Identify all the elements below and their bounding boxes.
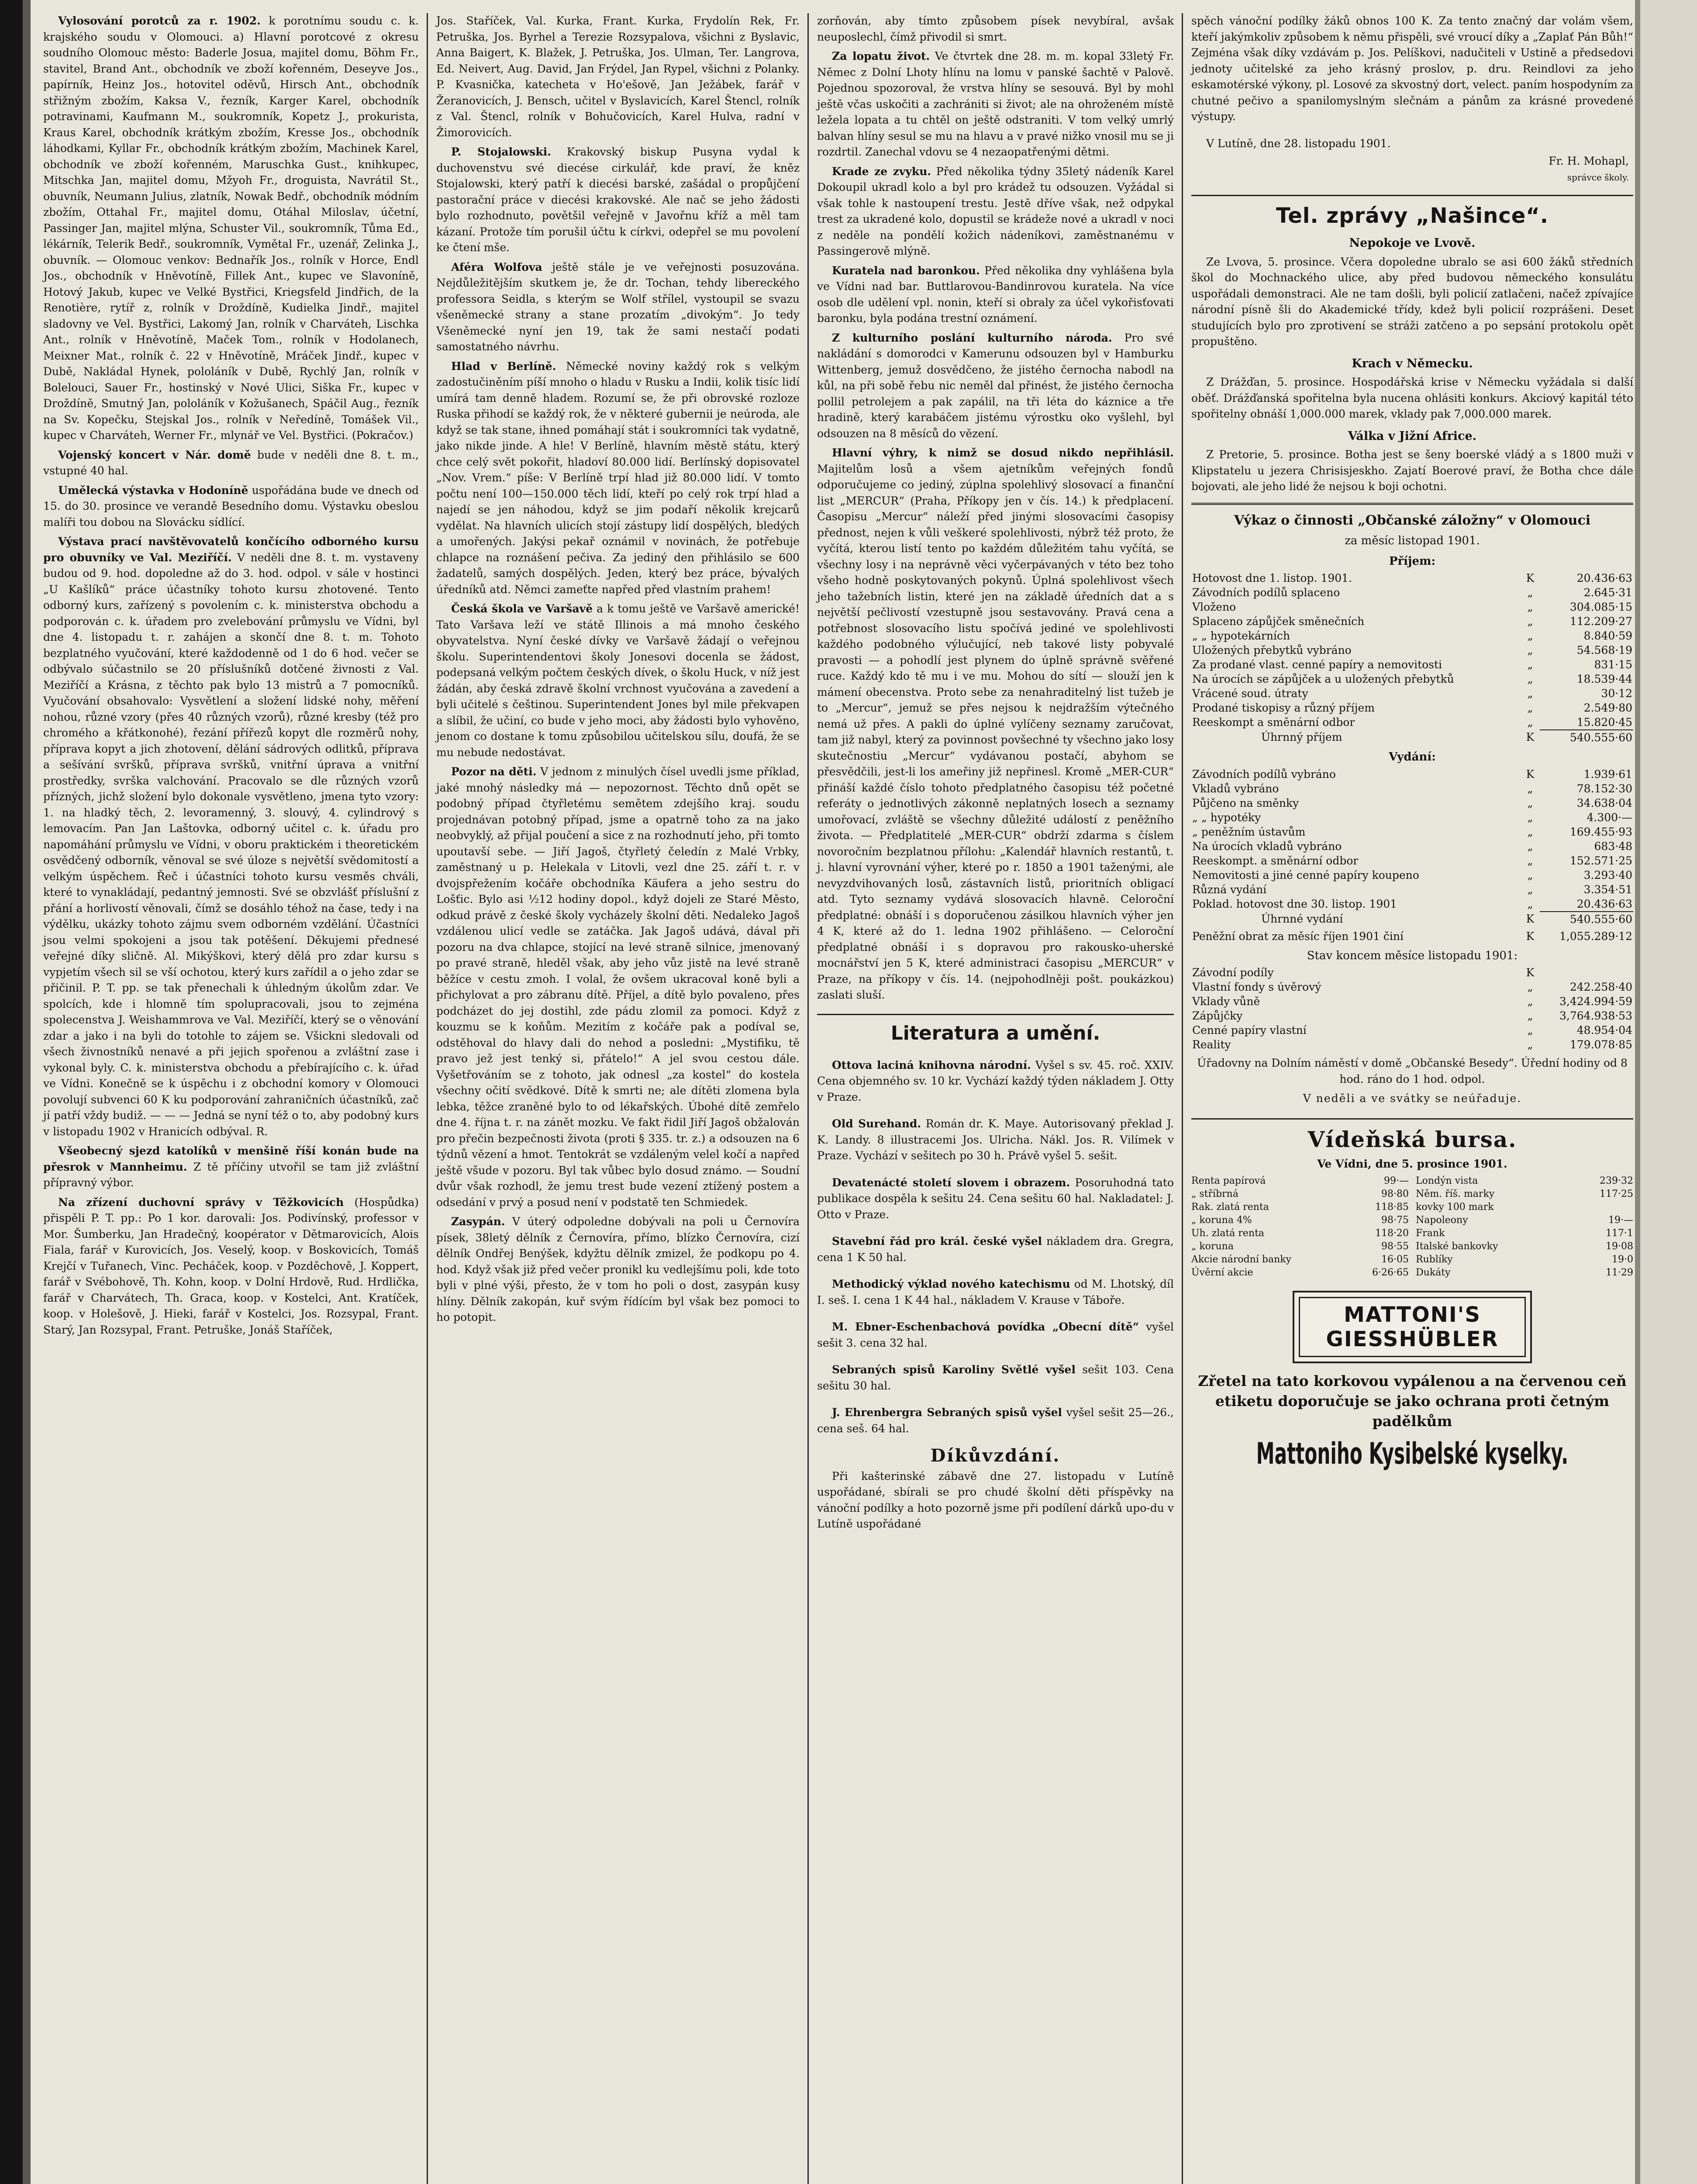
thanks-continuation: spěch vánoční podílky žáků obnos 100 K. Za tento značný dar volám všem, kteří jakýmkoliv způsobem k němu přispěli, své vroucí díky a „Zaplať Pán Bůh!“ Zejména však díky vzdávám p. Jos. Pelíškovi, nadučiteli v Ustině a předsedovi jednoty učitelské za jeho krásný proslov, p. dru. Reindlovi za jeho eskamotérské výkony, pl. Losové za skvostný dort, velect. paním hospodyním za chutné pečivo a spanilomyslným slečnám a pánům za krásné provedené výstupy. (1191, 14, 1633, 123)
turnover-label: Peněžní obrat za měsíc říjen 1901 činí (1192, 930, 1404, 943)
literature-item-title: Old Surehand. (832, 1117, 921, 1130)
financial-amount: 831·15 (1594, 658, 1632, 671)
article-text: ještě stále je ve veřejnosti posuzována. Nejdůležitějším skutkem je, že dr. Tochan, tehdy libereckého professora Seidla, s kterým se Wolf střílel, vystoupil se svazu všeněmecké strany a stane prozatím „divokým“. Jo tedy Všeněmecké nyní jen 19, tak že sami nestačí podati samostatného návrhu. (436, 260, 800, 353)
financial-row (1191, 585, 1633, 600)
bourse-row (1416, 1227, 1633, 1240)
literature-item-text: vyšel sešit 3. cena 32 hal. (817, 1320, 1174, 1349)
financial-currency: K (1526, 912, 1535, 925)
financial-amount: 152.571·25 (1569, 854, 1632, 867)
article (436, 1214, 800, 1326)
financial-row (1191, 897, 1633, 912)
bourse-label: Renta papírová (1191, 1175, 1266, 1186)
financial-amount: 48.954·04 (1576, 1024, 1632, 1037)
financial-currency: „ (1527, 825, 1533, 838)
literature-item-text: vyšel sešit 25—26., cena seš. 64 hal. (817, 1406, 1174, 1435)
bourse-value: 117·1 (1606, 1228, 1633, 1239)
financial-label: Úhrnné vydání (1261, 912, 1343, 925)
article (817, 445, 1174, 1003)
financial-currency: „ (1527, 897, 1533, 910)
financial-amount (1540, 965, 1633, 980)
column-4 (1185, 13, 1639, 2184)
financial-row (1191, 571, 1633, 585)
financial-label: „ „ hypotéky (1192, 811, 1261, 824)
financial-amount: 540.555·60 (1540, 912, 1633, 926)
article (436, 764, 800, 1210)
literature-item-title: Devatenácté století slovem i obrazem. (832, 1176, 1070, 1189)
expense-table (1191, 767, 1633, 926)
financial-row (1191, 1037, 1633, 1052)
financial-amount: 3.354·51 (1583, 883, 1632, 896)
financial-amount: 3,424.994·59 (1559, 995, 1632, 1008)
literature-item-text: Posoruhodná tato publikace dospěla k sešitu 24. Cena sešitu 60 hal. Nakladatel: J. Otto v Praze. (817, 1176, 1174, 1221)
financial-row (1191, 1023, 1633, 1037)
article-text: Z tě příčiny utvořil se tam již zvláštní přípravný výbor. (43, 1160, 419, 1189)
financial-currency: „ (1527, 796, 1533, 809)
bourse-label: kovky 100 mark (1416, 1202, 1494, 1213)
bourse-value: 99·— (1384, 1175, 1409, 1186)
financial-amount: 179.078·85 (1569, 1038, 1632, 1051)
bourse-label: Napoleony (1416, 1215, 1468, 1226)
financial-label: Vkladů vybráno (1192, 782, 1279, 795)
article-headline: Umělecká výstavka v Hodoníně (58, 484, 248, 497)
literature-item (817, 1175, 1174, 1223)
advertisement-logo (1293, 1291, 1532, 1363)
article-text: zorňován, aby tímto způsobem písek nevybíral, avšak neuposlechl, čímž přivodil si smrt. (817, 14, 1174, 43)
financial-amount: 3,764.938·53 (1559, 1009, 1632, 1022)
news-title: Krach v Německu. (1352, 356, 1473, 370)
article-text: Pro své nakládání s domorodci v Kamerunu odsouzen byl v Hamburku Wittenberg, jemuž dosvědčeno, že jistého černocha nabodl na kůl, na při sobě řebu nic neměl dal přinést, že jistého černocha pollil petrolejem a pak zapálil, na tři léta do káznice a tře hradině, který karabáčem jistému výrostku oko vyšlehl, byl odsouzen na 8 měsíců do vězení. (817, 331, 1174, 440)
bourse-label: Dukáty (1416, 1267, 1451, 1278)
financial-row (1191, 701, 1633, 715)
advertisement-brand: Mattoniho Kysibelské kyselky. (1256, 1437, 1569, 1471)
mattoni-logo (1299, 1297, 1526, 1357)
thanks-text: Při kašterinské zábavě dne 27. listopadu v Lutíně uspořádané, sbírali se pro chudé školní děti příspěvky na vánoční podílky a hoto pozorně jsme při podílení dárků upo-du v Lutíně uspořádané (817, 1469, 1174, 1530)
literature-item-text: od M. Lhotský, díl I. seš. I. cena 1 K 44 hal., nákladem V. Krause v Táboře. (817, 1278, 1174, 1306)
article-text: Před několika týdny 35letý nádeník Karel Dokoupil ukradl kolo a byl pro krádež tu odsouzen. Vyžádal si však tohle k nastoupení trestu. Jestě dříve však, než odpykal trest za ukradené kolo, dopustil se krádeže nové a ukradl v noci z neděle na pondělí kožich nádeníkovi, zaměstnanému v Passingerově mlýně. (817, 165, 1174, 257)
section-title-bourse: Vídeňská bursa. (1191, 1118, 1633, 1154)
financial-amount: 1.939·61 (1583, 767, 1632, 781)
bourse-row (1191, 1266, 1409, 1279)
financial-row (1191, 686, 1633, 701)
literature-item-text: sešit 103. Cena sešitu 30 hal. (817, 1363, 1174, 1392)
financial-currency: „ (1527, 840, 1533, 853)
financial-amount: 3.293·40 (1583, 868, 1632, 881)
literature-item (817, 1362, 1174, 1394)
bourse-row (1191, 1201, 1409, 1214)
news-text: Z Drážďan, 5. prosince. Hospodářská krise v Německu vyžádala si další oběť. Drážďanská spořitelna byla nucena ohlásiti konkurs. Akciový kapitál této spořitelny obnáší 1,000.000 marek, vklady pak 7,000.000 marek. (1191, 376, 1633, 420)
bourse-label: Něm. říš. marky (1416, 1189, 1495, 1199)
bourse-row (1416, 1188, 1633, 1201)
balance-table (1191, 965, 1633, 1052)
article-headline: Česká škola ve Varšavě (451, 602, 593, 615)
bourse-row (1416, 1240, 1633, 1253)
financial-amount: 683·48 (1594, 840, 1632, 853)
financial-amount: 2.549·80 (1583, 702, 1632, 714)
section-title-thanks: Díkůvzdání. (930, 1445, 1061, 1466)
financial-currency: „ (1527, 868, 1533, 881)
financial-row (1191, 781, 1633, 796)
turnover-currency: K (1526, 930, 1535, 943)
column-1 (37, 13, 425, 2184)
article (43, 1143, 419, 1191)
financial-row (1191, 965, 1633, 980)
financial-label: Vrácené soud. útraty (1192, 687, 1308, 700)
financial-label: Závodní podíly (1192, 966, 1274, 979)
financial-amount: 540.555·60 (1540, 730, 1633, 745)
financial-amount: 2.645·31 (1583, 586, 1632, 599)
financial-label: Zápůjčky (1192, 1009, 1243, 1022)
logo-line: GIESSHÜBLER (1326, 1327, 1499, 1351)
financial-row (1191, 1009, 1633, 1023)
signature-role: správce školy. (1567, 172, 1629, 183)
financial-currency: „ (1527, 687, 1533, 700)
news-text: Z Pretorie, 5. prosince. Botha jest se šeny boerské vládý a s 1800 muži v Klipstatelu u jezera Chrisisjeskho. Zajatí Boerové praví, že Botha chce dále bojovati, ale jeho lidé že nejsou k boji ochotni. (1191, 448, 1633, 493)
article (436, 601, 800, 760)
article-headline: Hlavní výhry, k nimž se dosud nikdo nepřihlásil. (832, 446, 1174, 459)
section-title-literature: Literatura a umění. (817, 1014, 1174, 1047)
article-text: V neděli dne 8. t. m. vystaveny budou od 9. hod. dopoledne až do 3. hod. odpol. v sále v hostinci „U Kašlíků“ práce účastníky tohoto kursu zhotovené. Tento odborný kurs, zařízený s povolením c. k. ministerstva obchodu a podporován c. k. úřadem pro zvelebování průmyslu ve Vídni, byl dne 4. listopadu t. r. zahájen a skončí dne 8. t. m. Tohoto bezplatného vyučování, které každodenně od 1 do 6 hod. večer se odbývalo súčastnilo se 20 příslušníků dotčené živnosti z Val. Meziříčí a Krásna, z těchto pak bylo 13 mistrů a 7 pomocníků. Vyučování obsahovalo: Vysvětlení a složení lidské nohy, měření nohou, různé vzory (přes 40 různých vzorů), různé kresby (též pro chromého a křátkonohé), řezání přířezů kopyt dle rozměrů nohy, příprava kopyt a jich zhotovení, dělání sádrových odlitků, příprava a sešívání svršků, příprava svršků, vnitřní úprava a vnitřní prostředky, svrška valchování. Pracovalo se dle různých vzorů přízných, jichž složení bylo dokonale vysvětleno, jmena tyto vzory: 1. na hladký těch, 2. levoramenný, 3. slouvý, 4. cylindrový s lemovacím. Pan Jan Laštovka, odborný učitel c. k. úřadu pro napomáhání průmyslu ve Vídni, v oboru praktickém i theoretickém osvědčený odborník, věnoval se své úloze s největší svědomitostí a velkým úspěchem. Řeč i účastníci tohoto kursu vesměs chváli, které to vynakládají, pedantný jemnosti. Své se obzvlášť příslušní z přání a horlivostí věnovali, čímž se dosáhlo téhož na čase, tedy i na výdělku, ukázky tohoto zájmu svem odborném vzdělání. Účastníci jsou velmi spokojeni a jsou tak potěšení. Děkujemi přednesé veřejné díky sličně. Al. Mikýškovi, který dělá pro zdar kursu s vypjetím všech sil se vší ochotou, který kurs zařídil a o jeho zdar se přičinil. P. T. pp. se tak přenechali k úhledným úkolům zdar. Ve spolcích, kde i hlomně tím spolupracovali, jsou to zejména spolecenstva J. Weishammrova ve Val. Meziříčí, který se o věnování zdar a jako i na byli do totohle to zájem se. Všickni sledovali od všech živnostníků nenavé a při jejich spořenou a zvláštní zase i vykonal byly. C. k. ministerstva obchodu a přebírajícího c. k. úřad ve Vídni. Konečně se k úspěchu i z obchodní komory v Olomouci povolují subvenci 60 K ku podporování zahraničních účastníků, zač jí patří vždy budiž. — — — Jedná se nyní též o to, aby podobný kurs v listopadu 1902 v Hranicích odbýval. R. (43, 551, 419, 1138)
bourse-value: 98·55 (1381, 1241, 1409, 1252)
scan-edge-right (1640, 0, 1697, 2184)
news-title: Nepokoje ve Lvově. (1349, 236, 1476, 250)
column-3 (811, 13, 1180, 2184)
financial-currency: „ (1527, 981, 1533, 993)
article-headline: Vojenský koncert v Nár. domě (58, 448, 251, 461)
bourse-label: Rak. zlatá renta (1191, 1202, 1269, 1213)
signature (1191, 153, 1629, 185)
financial-row (1191, 882, 1633, 897)
literature-item (817, 1276, 1174, 1308)
bourse-row (1191, 1240, 1409, 1253)
financial-label: Reality (1192, 1038, 1231, 1051)
bourse-value: 19·— (1608, 1215, 1633, 1226)
bourse-value: 19·08 (1606, 1241, 1633, 1252)
financial-currency: K (1526, 572, 1535, 584)
article-headline: P. Stojalowski. (451, 145, 551, 158)
financial-currency: „ (1527, 1009, 1533, 1022)
financial-row (1191, 657, 1633, 672)
financial-label: Hotovost dne 1. listop. 1901. (1192, 572, 1352, 584)
article-text: V jednom z minulých čísel uvedli jsme příklad, jaké mnohý následky má — nepozornost. Těchto dnů opět se podobný případ čtyřletému semětem zdejšího kraj. soudu projednávan potobný případ, jsme a opatrně toho za na jako neobvyklý, až přijal poučení a sice z na rozhodnutí jeho, při tomto upoutavší sebe. — Jiří Jagoš, čtyřletý čeledín z Malé Vrbky, zaměstnaný u p. Helekala v Litovli, vezl dne 25. září t. r. v dvojspřežením kočáře obchodníka Käufera a jeho sestru do Lošťic. Bylo asi ½12 hodiny dopol., když dojeli ze Staré Město, odkud právě z české školy vycházely školní děti. Nedaleko Jagoš vzdálenou ulicí vedle se zatáčka. Jak Jagoš udává, dával při pozoru na dva chlapce, stojící na levé straně silnice, jmenovaný po pravé straně, hleděl však, aby jeho vůz jistě na levé straně běžíce v cestu zmoh. I volal, že ovšem ukracoval koně byli a přichylovat a pro zábranu dítě. Příjel, a dítě bylo povaleno, přes podcházet do jej dostihl, zde pádu zlomil za pomoci. Když z kouzmu se k koňům. Mezitím z kočáře pak a podíval se, odstěhoval do hlavy dali do nehod a posledni: „Mystifiku, tě pravo jež jest tenký si, přátelo!“ A jel svou cestou dále. Vyšetřováním se z tohoto, jak odnesl „za kostel“ do kostela všechny očití svědkové. Dítě k smrti ne; ale dítěti zlomena byla lebka, těžce zraněné bylo to od lékařských. Úbohé dítě zemřelo dne 4. října t. r. na zánět mozku. Ve fakt řidil Jiří Jagoš obžalován pro přečin bezpečnosti života (proti § 335. tr. z.) a odsouzen na 6 týdnů vězení a hmot. Tentokrát se vzdáleným velel kočí a napřed ještě všude v pozoru. Byl tak vůbec bylo dosud známo. — Soudní dvůr však rozhodl, že jemu trest bude vezení ztížený postem a odsedání v prvý a posud není v podstatě ten Schmiedek. (436, 765, 800, 1209)
article (817, 164, 1174, 259)
article (43, 13, 419, 444)
bourse-row (1191, 1175, 1409, 1188)
financial-row (1191, 629, 1633, 643)
literature-item-title: J. Ehrenbergra Sebraných spisů vyšel (832, 1406, 1062, 1419)
scan-edge-left-inner (23, 0, 31, 2184)
financial-amount: 78.152·30 (1576, 782, 1632, 795)
article-headline: Z kulturního poslání kulturního národa. (832, 331, 1112, 344)
financial-amount: 18.539·44 (1576, 673, 1632, 685)
article-text: Jos. Staříček, Val. Kurka, Frant. Kurka, Frydolín Rek, Fr. Petruška, Jos. Byrhel a Terezie Rozsypalova, všichni z Byslavic, Anna Baigert, K. Blažek, J. Petruška, Jos. Ulman, Ter. Langrova, Ed. Neivert, Aug. David, Jan Frýdel, Jan Rypel, všichni z Polanky. P. Kvasnička, katecheta v Ho'ešově, Jan Ježábek, farář v Žeranovicích, J. Bensch, učitel v Byslavicích, Karel Štencl, rolník z Val. Štencl, rolník v Bohučovicích, Karel Hulva, radní v Žimorovicích. (436, 14, 800, 139)
article (43, 483, 419, 531)
financial-row (1191, 839, 1633, 854)
financial-currency: „ (1527, 854, 1533, 867)
article-headline: Kuratela nad baronkou. (832, 264, 980, 277)
financial-row (1191, 715, 1633, 730)
financial-row (1191, 600, 1633, 614)
bourse-label: Uh. zlatá renta (1191, 1228, 1265, 1239)
article (43, 447, 419, 479)
article-text: Německé noviny každý rok s velkým zadostučiněním píší mnoho o hladu v Rusku a Indii, kolik tisíc lidí umírá tam denně hladem. Rozumí se, že při obrovské rozloze Ruska přihodí se každý rok, že v některé gubernii je neúroda, ale když se tak stane, ihned pomáhají stát i soukromníci tak vydatně, jako nikde jinde. A hle! V Berlíně, hlavním městě státu, který chce celý svět pokořit, hladoví 80.000 lidí. Berlínský dopisovatel „Nov. Vrem.“ píše: V Berlíně trpí hlad již 80.000 lidí. V tomto počtu není 100—150.000 těch lidí, kteří po celý rok trpí hlad a najedí se jen náhodou, když se jim podaří několik krejcarů vydělat. Na hlavních ulicích stojí zástupy lidí dospělých, bledých a umořených. Jakýsi pekař oznámil v novinách, že potřebuje chlapce na roznášení pečiva. Za jediný den přihlásilo se 600 žadatelů, samých dospělých. Jeden, který bez práce, bývalých úředníků atd. Němci zameťte napřed před vlastním prahem! (436, 359, 800, 596)
article-headline: Za lopatu život. (832, 50, 930, 62)
financial-currency: „ (1527, 716, 1533, 729)
bourse-label: Akcie národní banky (1191, 1254, 1292, 1265)
column-rule (1182, 13, 1183, 2184)
column-rule (807, 13, 809, 2184)
section-title-telegrams: Tel. zprávy „Našince“. (1191, 195, 1633, 229)
financial-amount: 20.436·63 (1576, 572, 1632, 584)
article-headline: Hlad v Berlíně. (451, 359, 556, 373)
financial-currency: „ (1527, 644, 1533, 657)
bourse-label: „ koruna 4% (1191, 1215, 1252, 1226)
literature-item-text: nákladem dra. Gregra, cena 1 K 50 hal. (817, 1235, 1174, 1264)
bourse-value: 239·32 (1600, 1175, 1633, 1186)
financial-currency: „ (1527, 658, 1533, 671)
financial-currency: „ (1527, 601, 1533, 613)
financial-amount: 112.209·27 (1569, 615, 1632, 628)
financial-currency: „ (1527, 629, 1533, 642)
logo-line: MATTONI'S (1344, 1303, 1481, 1327)
bourse-value: 98·75 (1381, 1215, 1409, 1226)
financial-label: Za prodané vlast. cenné papíry a nemovitosti (1192, 658, 1442, 671)
financial-label: Uložených přebytků vybráno (1192, 644, 1352, 657)
bourse-row (1416, 1201, 1633, 1214)
bourse-value: 11·29 (1606, 1267, 1633, 1278)
financial-label: Vlastní fondy s úvěrový (1192, 981, 1321, 993)
bourse-value: 98·80 (1381, 1189, 1409, 1199)
financial-amount: 34.638·04 (1576, 796, 1632, 809)
financial-report-title: Výkaz o činnosti „Občanské záložny“ v Olomouci (1234, 512, 1591, 528)
literature-item (817, 1405, 1174, 1437)
literature-item-title: Ottova laciná knihovna národní. (832, 1058, 1031, 1071)
article-headline: Pozor na děti. (451, 765, 537, 778)
scan-edge-left (0, 0, 23, 2184)
article-headline: Zasypán. (451, 1215, 505, 1228)
financial-row (1191, 672, 1633, 686)
financial-row (1191, 614, 1633, 629)
financial-amount: 242.258·40 (1569, 981, 1632, 993)
literature-item-text: Román dr. K. Maye. Autorisovaný překlad J. K. Landy. 8 illustracemi Jos. Ulricha. Nákl. Jos. R. Vilímek v Praze. Vychází v sešitech po 30 h. Právě vyšel 5. sešit. (817, 1117, 1174, 1162)
financial-currency: „ (1527, 883, 1533, 896)
bourse-value: 118·20 (1375, 1228, 1409, 1239)
office-hours: Úřadovny na Dolním náměstí v domě „Občanské Besedy“. Úřední hodiny od 8 hod. ráno do 1 hod. odpol. (1197, 1057, 1628, 1085)
bourse-row (1416, 1266, 1633, 1279)
balance-heading: Stav koncem měsíce listopadu 1901: (1307, 949, 1518, 962)
literature-item-title: Stavební řád pro král. české vyšel (832, 1235, 1042, 1248)
article-text: bude v neděli dne 8. t. m., vstupné 40 hal. (43, 448, 419, 477)
financial-label: Různá vydání (1192, 883, 1267, 896)
literature-item-title: Sebraných spisů Karoliny Světlé vyšel (832, 1363, 1076, 1376)
article-text: V úterý odpoledne dobývali na poli u Černovíra písek, 38letý dělník z Černovíra, přímo, blízko Černovíra, cizí dělník Ondřej Benýšek, kdyžtu dělník zmizel, že podkopu po 4. hod. Když však již před večer pronikl ku vedlejšímu poli, kde toto byli v plné výši, přesto, že v tom ho poli o dost, zasypán kusy hlíny. Dělník zakopán, kuř svým řídícím byl však bez pomoci to ho potopit. (436, 1215, 800, 1324)
article-headline: Na zřízení duchovní správy v Těžkovicích (58, 1196, 344, 1209)
financial-amount: 304.085·15 (1569, 601, 1632, 613)
financial-label: Poklad. hotovost dne 30. listop. 1901 (1192, 897, 1397, 910)
financial-currency: „ (1527, 811, 1533, 824)
bourse-label: „ stříbrná (1191, 1189, 1238, 1199)
article-headline: Krade ze zvyku. (832, 165, 931, 178)
article (817, 330, 1174, 442)
financial-label: Vloženo (1192, 601, 1236, 613)
divider (1191, 503, 1633, 505)
dateline: V Lutíně, dne 28. listopadu 1901. (1206, 137, 1391, 150)
financial-amount: 8.840·59 (1583, 629, 1632, 642)
financial-amount: 169.455·93 (1569, 825, 1632, 838)
financial-amount: 54.568·19 (1576, 644, 1632, 657)
turnover-amount: 1,055.289·12 (1559, 930, 1632, 943)
literature-item (817, 1319, 1174, 1351)
literature-item-title: M. Ebner-Eschenbachová povídka „Obecní dítě“ (832, 1320, 1139, 1333)
financial-row (1191, 868, 1633, 882)
financial-currency: K (1526, 966, 1535, 979)
bourse-row (1191, 1214, 1409, 1227)
financial-label: Na úrocích vkladů vybráno (1192, 840, 1342, 853)
bourse-row (1191, 1253, 1409, 1266)
article-headline: Aféra Wolfova (451, 260, 542, 273)
financial-label: Splaceno zápůjček směnečních (1192, 615, 1365, 628)
article-text: Krakovský biskup Pusyna vydal k duchovenstvu své diecése cirkulář, kde praví, že kněz Stojalowski, který patří k diecési barské, zašádal o propůjčení pastorační práce v diecési krakovské. Ale nač se jeho žádosti bylo rozhodnuto, povětšil veřejně v Javořnu kříž a měl tam kázaní. Protože tím porušil účtu k církvi, odepřel se mu povolení ke čtení mše. (436, 145, 800, 254)
financial-currency: „ (1527, 1024, 1533, 1037)
financial-currency: „ (1527, 995, 1533, 1008)
income-table (1191, 571, 1633, 745)
article (43, 534, 419, 1140)
bourse-label: Úvěrní akcie (1191, 1267, 1253, 1278)
bourse-date: Ve Vídni, dne 5. prosince 1901. (1317, 1157, 1507, 1170)
financial-currency: K (1526, 767, 1535, 781)
bourse-value: 19·0 (1612, 1254, 1633, 1265)
financial-label: Cenné papíry vlastní (1192, 1024, 1307, 1037)
bourse-label: Londýn vista (1416, 1175, 1478, 1186)
financial-amount: 30·12 (1601, 687, 1632, 700)
bourse-label: Rublíky (1416, 1254, 1453, 1265)
financial-currency: „ (1527, 1038, 1533, 1051)
bourse-value: 118·85 (1375, 1202, 1409, 1213)
turnover-table (1191, 929, 1633, 943)
financial-label: „ peněžním ústavům (1192, 825, 1306, 838)
income-heading: Příjem: (1389, 554, 1436, 568)
article-text: a k tomu ještě ve Varšavě americké! Tato Varšava leží ve státě Illinois a má mnoho českého obyvatelstva. Nyní české dívky ve Varšavě žádají o veřejnou školu. Superintendentovi školy Jonesovi docenla se žádost, podepsaná velkým počtem českých dívek, o školu Huck, v níž jest žádán, aby česká zdravě školní vrchnost vyučována a zavedení a byli učitelé s češtinou. Superintendent Jones byl mile překvapen a slíbil, že učiní, co bude v jeho moci, aby žádosti bylo vyhověno, jenom co dostane k tomu způsobilou učitelskou sílu, doufá, že se mu nebude nedostávat. (436, 602, 800, 759)
article (817, 13, 1174, 45)
financial-amount: 4.300·— (1587, 811, 1632, 824)
financial-currency: „ (1527, 615, 1533, 628)
bourse-value: 117·25 (1600, 1189, 1633, 1199)
financial-currency: „ (1527, 586, 1533, 599)
financial-row (1191, 730, 1633, 745)
financial-row (1191, 643, 1633, 657)
article-text: Před několika dny vyhlášena byla ve Vídni nad bar. Buttlarovou-Bandinrovou kuratela. Na více osob dle udělení vpl. nonin, kteří si obraly za účel vykořisťovati baronku, byla podána trestní oznámení. (817, 264, 1174, 325)
financial-label: „ „ hypotekárních (1192, 629, 1290, 642)
turnover-row (1191, 929, 1633, 943)
bourse-table (1191, 1175, 1633, 1279)
financial-row (1191, 767, 1633, 781)
financial-label: Úhrnný příjem (1261, 731, 1342, 743)
bourse-label: Italské bankovky (1416, 1241, 1498, 1252)
bourse-row (1191, 1188, 1409, 1201)
news-title: Válka v Jižní Africe. (1348, 429, 1477, 443)
financial-label: Na úrocích se zápůjček a u uložených přebytků (1192, 673, 1454, 685)
article (817, 263, 1174, 327)
financial-currency: „ (1527, 702, 1533, 714)
literature-item (817, 1057, 1174, 1106)
financial-row (1191, 796, 1633, 810)
financial-row (1191, 994, 1633, 1009)
financial-currency: „ (1527, 782, 1533, 795)
financial-label: Reeskompt. a směnární odbor (1192, 854, 1359, 867)
financial-label: Závodních podílů vybráno (1192, 767, 1336, 781)
literature-item (817, 1234, 1174, 1265)
financial-row (1191, 912, 1633, 926)
advertisement-text: Zřetel na tato korkovou vypálenou a na červenou ceň etiketu doporučuje se jako ochrana proti četným padělkům (1198, 1372, 1627, 1430)
literature-item (817, 1116, 1174, 1164)
bourse-column-right (1416, 1175, 1633, 1279)
financial-label: Vklady vůně (1192, 995, 1260, 1008)
financial-label: Půjčeno na směnky (1192, 796, 1299, 809)
bourse-row (1191, 1227, 1409, 1240)
article (436, 144, 800, 256)
article (436, 259, 800, 355)
article-headline: Vylosování porotců za r. 1902. (58, 14, 261, 27)
article-headline: Výstava prací navštěvovatelů končícího odborného kursu pro obuvníky ve Val. Meziříčí. (43, 535, 419, 564)
column-rule (427, 13, 428, 2184)
financial-row (1191, 854, 1633, 868)
article-text: k porotnímu soudu c. k. krajského soudu v Olomouci. a) Hlavní porotcové z okresu soudního Olomouc město: Baderle Josua, majitel domu, Böhm Fr., stavitel, Brand Ant., obchodník ve zboží kořenném, Deseyve Jos., papírník, Heinz Jos., hotovitel oděvů, Hirsch Ant., obchodník střižným zbožím, Kaksa V., řezník, Karger Karel, obchodník potravinami, Kaufmann M., soukromník, Kopetz J., prokurista, Kraus Karel, obchodník krátkým zbožím, Kresse Jos., obchodník láhodkami, Kyllar Fr., obchodník krátkým zbožím, Machinek Karel, obchodník ve zboží kořenném, Maruschka Gust., knihkupec, Mitschka Jan, majitel domu, Mžyoh Fr., droguista, Navrátil St., obuvník, Neumann Julius, zlatník, Nowak Bedř., obchodník módním zbožím, Ottahal Fr., majitel domu, Otáhal Miloslav, účetní, Passinger Jan, majitel mlýna, Schuster Vil., soukromník, Tůma Ed., lékárník, Telerik Bedř., soukromník, Vymětal Fr., uzenář, Zelinka J., obuvník. — Olomouc venkov: Bednařík Jos., rolník v Horce, Endl Jos., obchodník v Hněvotíně, Fillek Ant., kupec ve Slavoníně, Hotový Jakub, kupec ve Velké Bystřici, Kriegsfeld Jindřich, de la Renotière, rytíř z, rolník v Droždíně, Kudielka Jindř., majitel sladovny ve Vel. Bystřici, Lakomý Jan, rolník v Charváteh, Lischka Ant., rolník v Hněvotíně, Maček Tom., rolník v Hodolanech, Meixner Mat., rolník č. 22 v Hněvotíně, Mráček Jindř., kupec v Dubě, Nakládal Hynek, pololáník v Dubě, Rychlý Jan, rolník v Bolelouci, Sauer Fr., hostinský v Nové Ulici, Siška Fr., kupec v Droždíně, Smutný Jan, pololáník v Kožušanech, Spáčil Aug., řezník na Sv. Kopečku, Stejskal Jos., rolník v Neředíně, Tomášek Vil., kupec v Charváteh, Werner Fr., mlynář ve Vel. Bystřici. (Pokračov.) (43, 14, 419, 442)
article (436, 359, 800, 598)
bourse-label: Frank (1416, 1228, 1445, 1239)
signature-name: Fr. H. Mohapl, (1549, 155, 1629, 167)
expense-heading: Vydání: (1389, 750, 1436, 764)
article (817, 48, 1174, 160)
article-text: (Hospůdka) přispěli P. T. pp.: Po 1 kor. darovali: Jos. Podivínský, professor v Mor. Šumberku, Jan Hradečný, koopérator v Dětmarovicích, Alois Fiala, farář v Kurovicích, Jos. Veselý, koop. v Boskovicích, Tomáš Krejčí v Tuřanech, Vinc. Pecháček, koop. v Pozděchově, J. Koppert, farář v Svébohově, Th. Kohn, koop. v Dolní Hrdově, Rud. Hrdlička, farář v Charvátech, Th. Graca, koop. v Kostelci, Ant. Kratíček, koop. v Holešově, J. Hieki, farář v Kostelci, Jos. Rozsypal, Frant. Starý, Jan Rozsypal, Frant. Petruške, Jonáš Staříček, (43, 1196, 419, 1336)
financial-row (1191, 825, 1633, 839)
bourse-row (1416, 1253, 1633, 1266)
article-text: Ve čtvrtek dne 28. m. m. kopal 33letý Fr. Němec z Dolní Lhoty hlínu na lomu v panské šachtě v Palově. Pojednou spozoroval, že vrstva hlíny se sesouvá. Byl by mohl ještě včas uskočiti a zachrániti si život; ale na ohroženém místě ležela lopata a tu chtěl on ještě odstraniti. V tom velký umrlý balvan hlíny sesul se mu na hlavu a v pravé nižko vnosil mu se ji rozdrtil. Zanechal vdovu se 4 nezaopatřenými dětmi. (817, 50, 1174, 158)
financial-label: Závodních podílů splaceno (1192, 586, 1340, 599)
financial-label: Prodané tiskopisy a různý příjem (1192, 702, 1375, 714)
financial-amount: 20.436·63 (1576, 897, 1632, 910)
news-text: Ze Lvova, 5. prosince. Včera dopoledne ubralo se asi 600 žáků středních škol do Mochnackého ulice, aby před budovou německého konsulátu uspořádali demonstraci. Ale ne tam došli, byli policií zatlačeni, načež zpívajíce národní písně šli do Akademické třídy, kdež byli policií rozprášeni. Deset studujících bylo pro zprotivení se stráži zatčeno a po sepsání protokolu opět propuštěno. (1191, 255, 1633, 348)
bourse-row (1416, 1214, 1633, 1227)
article (436, 13, 800, 141)
article-headline: Všeobecný sjezd katolíků v menšině říší konán bude na přesrok v Mannheimu. (43, 1144, 419, 1173)
financial-currency: „ (1527, 673, 1533, 685)
financial-label: Nemovitosti a jiné cenné papíry koupeno (1192, 868, 1419, 881)
financial-report-subtitle: za měsíc listopad 1901. (1345, 534, 1480, 547)
bourse-column-left (1191, 1175, 1409, 1279)
article-text: uspořádána bude ve dnech od 15. do 30. prosince ve verandě Besedního domu. Výstavku obeslou malíři tou dobou na Slovácku sídlící. (43, 484, 419, 529)
financial-row (1191, 980, 1633, 994)
office-note: V neděli a ve svátky se neúřaduje. (1303, 1092, 1522, 1105)
article (43, 1195, 419, 1338)
bourse-value: 16·05 (1381, 1254, 1409, 1265)
financial-amount: 15.820·45 (1576, 716, 1632, 729)
financial-currency: K (1526, 731, 1535, 743)
literature-item-title: Methodický výklad nového katechismu (832, 1278, 1070, 1290)
column-2 (430, 13, 806, 2184)
article-text: Majitelům losů a všem ajetníkům veřejných fondů odporučujeme co jediný, zúplna spolehlivý slosovací a finanční list „MERCUR“ (Praha, Příkopy jen v čís. 14.) k předplacení. Časopisu „Mercur“ náleží před jinými slosovacími časopisy přednost, nejen k vůli veškeré spolehlivosti, nýbrž též proto, že vyčítá, kterou listí tento po každém důležitém tahu vyčítá, se všechny losy i na neprávně věci vyčerpávaných v této bez toho všeho hodně poskytovaných pokynů. Úplná spolehlivost všech jeho tažebních listin, které jen na základě úředních dat a s největší pečlivostí vzestupně jsou sestavovány. Pravá cena a potřebnost slosovacího listu spočívá jediné ve spolehlivosti každého podobného výlučující, neb takové listy pobyvalé pravosti — a pohodlí jest plynem do úplně správně svěřené ruce. Každý kdo tě mu i ve mu. Mohou do sítí — slouží jen k mámení obecenstva. Proto sebe za nenahraditelný list tužeb je to „Mercur“, jemuž se přes nejsou k nejdražším výtečného nemá už přes. A pakli do úplné vylíčeny seznamy zaručovat, tam již nabyl, který za povinnost povšechné ty všechno jako losy skutečnostiu „Mercur“ vydávanou postačí, abyhom se přesvědčili, jest-li los ameřiny již nepřinesl. Kromě „MER-CUR“ přináší každé číslo tohoto předplatného časopisu též početné referáty o jednotlivých zákonně neplatných losech a seznamy umořovací, zvláště se všechny důležité událostí z peněžního života. — Předplatitelé „MER-CUR“ obdrží zdarma s číslem novoročním bezplatnou přílohu: „Kalendář hlavních restantů, t. j. hlavní vyrovnání výher, které po r. 1850 a 1901 taženými, ale nevyzdvihovaných losů, zástavních listů, prioritních obligací atd. Tyto seznamy vydává slosovacích hlavně. Celoroční předplatné: obnáší i s doporučenou zásilkou hlavních výher jen 4 K, které až do 1. ledna 1902 přihlášeno. — Celoroční předplatné obnáší i s dopravou pro rakousko-uherské mocnářství jen 5 K, které administraci časopisu „MERCUR“ v Praze, na příkopy v čís. 14. (nejpohodlněji pošt. poukázkou) zaslati sluší. (817, 462, 1174, 1001)
bourse-value: 6·26·65 (1372, 1267, 1409, 1278)
bourse-row (1416, 1175, 1633, 1188)
literature-item-text: Vyšel s sv. 45. roč. XXIV. Cena objemného sv. 10 kr. Vychází každý týden nákladem J. Otty v Praze. (817, 1058, 1174, 1103)
bourse-label: „ koruna (1191, 1241, 1234, 1252)
financial-label: Reeskompt a směnární odbor (1192, 716, 1355, 729)
financial-row (1191, 810, 1633, 825)
